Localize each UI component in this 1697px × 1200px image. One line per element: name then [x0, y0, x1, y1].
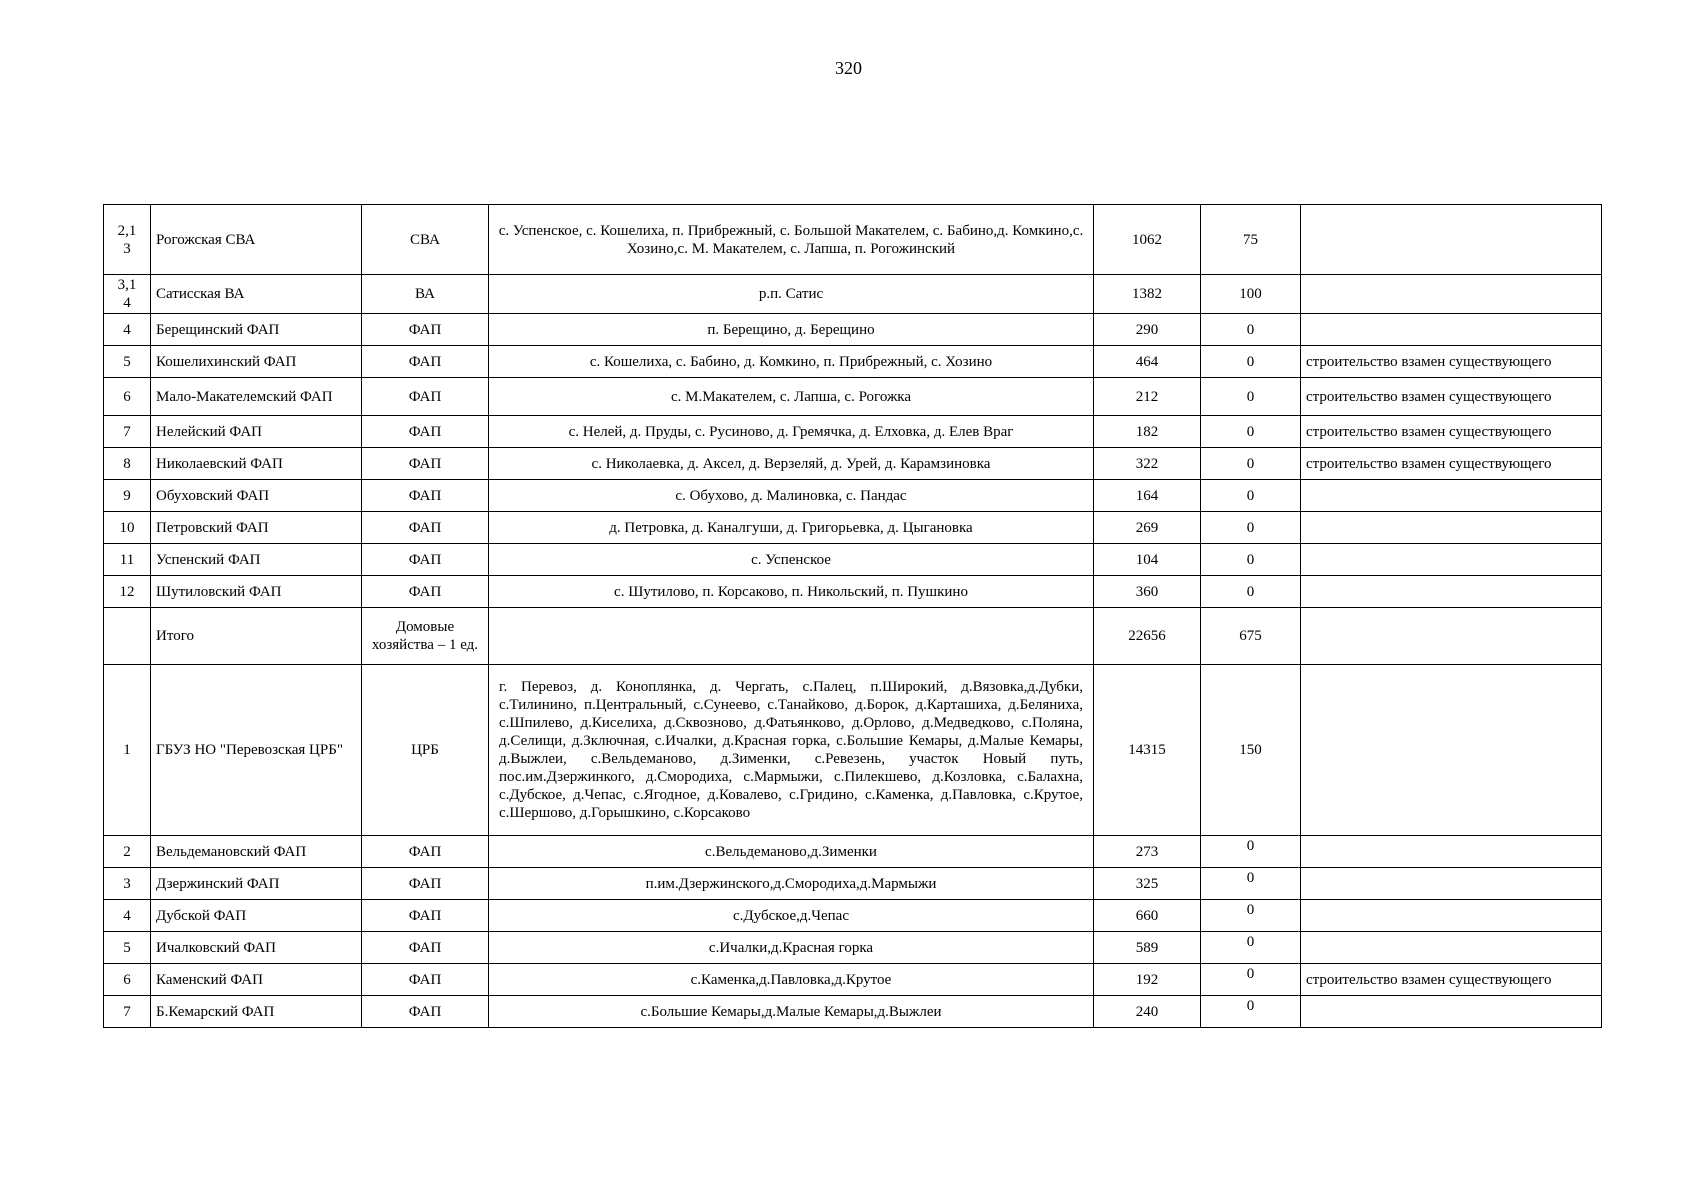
- facility-name: Успенский ФАП: [151, 544, 362, 576]
- table-row: [104, 205, 1602, 275]
- served-locations: с. Шутилово, п. Корсаково, п. Никольский, п. Пушкино: [489, 576, 1094, 608]
- table-row: [104, 868, 1602, 900]
- table-row: [104, 996, 1602, 1028]
- row-number: 3: [104, 868, 151, 900]
- row-number: 5: [104, 932, 151, 964]
- facility-type: ФАП: [362, 346, 489, 378]
- served-locations: с. Нелей, д. Пруды, с. Русиново, д. Гремячка, д. Елховка, д. Елев Враг: [489, 416, 1094, 448]
- row-number: 6: [104, 378, 151, 416]
- count-value: 0: [1201, 480, 1301, 512]
- table-row: [104, 964, 1602, 996]
- facility-name: Рогожская СВА: [151, 205, 362, 275]
- count-value: 0: [1201, 900, 1301, 932]
- facility-type: ФАП: [362, 900, 489, 932]
- note: [1301, 836, 1602, 868]
- table-row: [104, 836, 1602, 868]
- facility-name: Ичалковский ФАП: [151, 932, 362, 964]
- note: [1301, 275, 1602, 314]
- served-locations: г. Перевоз, д. Коноплянка, д. Чергать, с.Палец, п.Широкий, д.Вязовка,д.Дубки, с.Тилинино, п.Центральный, с.Сунеево, с.Танайково, д.Борок, д.Карташиха, д.Беляниха, с.Шпилево, д.Киселиха, д.Сквозново, д.Фатьянково, д.Орлово, д.Медведково, с.Поляна, д.Селищи, д.Зключная, с.Ичалки, д.Красная горка, с.Большие Кемары, д.Малые Кемары, д.Выжлеи, с.Вельдеманово, д.Зименки, с.Ревезень, участок Новый путь, пос.им.Дзержинкого, д.Смородиха, с.Мармыжи, с.Пилекшево, д.Козловка, с.Балахна, с.Дубское, д.Чепас, с.Ягодное, д.Ковалево, с.Гридино, с.Каменка, д.Павловка, с.Крутое, с.Шершово, д.Горышкино, с.Корсаково: [489, 665, 1094, 836]
- facility-name: Каменский ФАП: [151, 964, 362, 996]
- served-locations: с. Обухово, д. Малиновка, с. Пандас: [489, 480, 1094, 512]
- facility-type: ВА: [362, 275, 489, 314]
- served-locations: с. Успенское, с. Кошелиха, п. Прибрежный, с. Большой Макателем, с. Бабино,д. Комкино,с. Хозино,с. М. Макателем, с. Лапша, п. Рогожинский: [489, 205, 1094, 275]
- row-number: 3,1 4: [104, 275, 151, 314]
- note: [1301, 932, 1602, 964]
- count-value: 0: [1201, 512, 1301, 544]
- note: [1301, 544, 1602, 576]
- count-value: 0: [1201, 416, 1301, 448]
- count-value: 675: [1201, 608, 1301, 665]
- note: строительство взамен существующего: [1301, 964, 1602, 996]
- row-number: [104, 608, 151, 665]
- row-number: 12: [104, 576, 151, 608]
- population-value: 660: [1094, 900, 1201, 932]
- facility-type: ФАП: [362, 868, 489, 900]
- facility-type: ФАП: [362, 996, 489, 1028]
- population-value: 325: [1094, 868, 1201, 900]
- table-row: [104, 314, 1602, 346]
- note: [1301, 665, 1602, 836]
- served-locations: п. Берещино, д. Берещино: [489, 314, 1094, 346]
- facility-name: Сатисская ВА: [151, 275, 362, 314]
- count-value: 0: [1201, 448, 1301, 480]
- facility-type: ФАП: [362, 448, 489, 480]
- row-number: 8: [104, 448, 151, 480]
- served-locations: с. Николаевка, д. Аксел, д. Верзеляй, д. Урей, д. Карамзиновка: [489, 448, 1094, 480]
- note: [1301, 512, 1602, 544]
- facility-name: Берещинский ФАП: [151, 314, 362, 346]
- facility-type: СВА: [362, 205, 489, 275]
- row-number: 4: [104, 314, 151, 346]
- table-row: [104, 378, 1602, 416]
- note: строительство взамен существующего: [1301, 378, 1602, 416]
- count-value: 0: [1201, 378, 1301, 416]
- served-locations: с. Успенское: [489, 544, 1094, 576]
- count-value: 0: [1201, 346, 1301, 378]
- note: [1301, 900, 1602, 932]
- note: [1301, 576, 1602, 608]
- facility-name: Шутиловский ФАП: [151, 576, 362, 608]
- table-row: [104, 448, 1602, 480]
- note: [1301, 480, 1602, 512]
- facility-type: ФАП: [362, 544, 489, 576]
- table-row: [104, 346, 1602, 378]
- count-value: 0: [1201, 836, 1301, 868]
- facility-name: Дзержинский ФАП: [151, 868, 362, 900]
- facility-type: ФАП: [362, 378, 489, 416]
- population-value: 290: [1094, 314, 1201, 346]
- served-locations: д. Петровка, д. Каналгуши, д. Григорьевка, д. Цыгановка: [489, 512, 1094, 544]
- facility-name: Николаевский ФАП: [151, 448, 362, 480]
- medical-facilities-table: [103, 204, 1602, 1028]
- facility-type: Домовые хозяйства – 1 ед.: [362, 608, 489, 665]
- facility-name: Обуховский ФАП: [151, 480, 362, 512]
- count-value: 0: [1201, 544, 1301, 576]
- facility-name: Нелейский ФАП: [151, 416, 362, 448]
- count-value: 0: [1201, 964, 1301, 996]
- row-number: 4: [104, 900, 151, 932]
- row-number: 9: [104, 480, 151, 512]
- served-locations: с.Большие Кемары,д.Малые Кемары,д.Выжлеи: [489, 996, 1094, 1028]
- count-value: 100: [1201, 275, 1301, 314]
- population-value: 273: [1094, 836, 1201, 868]
- served-locations: с.Вельдеманово,д.Зименки: [489, 836, 1094, 868]
- table-row: [104, 544, 1602, 576]
- population-value: 104: [1094, 544, 1201, 576]
- note: [1301, 314, 1602, 346]
- table-row: [104, 275, 1602, 314]
- page-number: 320: [835, 58, 862, 78]
- population-value: 322: [1094, 448, 1201, 480]
- facility-type: ФАП: [362, 314, 489, 346]
- count-value: 0: [1201, 996, 1301, 1028]
- note: [1301, 608, 1602, 665]
- facility-type: ЦРБ: [362, 665, 489, 836]
- note: строительство взамен существующего: [1301, 416, 1602, 448]
- table-row: [104, 576, 1602, 608]
- count-value: 0: [1201, 932, 1301, 964]
- served-locations: с. Кошелиха, с. Бабино, д. Комкино, п. Прибрежный, с. Хозино: [489, 346, 1094, 378]
- facility-name: Вельдемановский ФАП: [151, 836, 362, 868]
- served-locations: п.им.Дзержинского,д.Смородиха,д.Мармыжи: [489, 868, 1094, 900]
- table-row-total: [104, 608, 1602, 665]
- facility-type: ФАП: [362, 836, 489, 868]
- population-value: 269: [1094, 512, 1201, 544]
- facility-name: Б.Кемарский ФАП: [151, 996, 362, 1028]
- row-number: 11: [104, 544, 151, 576]
- count-value: 150: [1201, 665, 1301, 836]
- facility-name: Кошелихинский ФАП: [151, 346, 362, 378]
- table-row: [104, 665, 1602, 836]
- facility-name: Петровский ФАП: [151, 512, 362, 544]
- served-locations: с. М.Макателем, с. Лапша, с. Рогожка: [489, 378, 1094, 416]
- population-value: 240: [1094, 996, 1201, 1028]
- population-value: 182: [1094, 416, 1201, 448]
- facility-type: ФАП: [362, 932, 489, 964]
- table-row: [104, 416, 1602, 448]
- row-number: 10: [104, 512, 151, 544]
- population-value: 464: [1094, 346, 1201, 378]
- population-value: 1382: [1094, 275, 1201, 314]
- row-number: 7: [104, 416, 151, 448]
- population-value: 22656: [1094, 608, 1201, 665]
- facility-type: ФАП: [362, 964, 489, 996]
- population-value: 360: [1094, 576, 1201, 608]
- row-number: 2: [104, 836, 151, 868]
- population-value: 164: [1094, 480, 1201, 512]
- served-locations: р.п. Сатис: [489, 275, 1094, 314]
- count-value: 0: [1201, 576, 1301, 608]
- count-value: 0: [1201, 314, 1301, 346]
- note: строительство взамен существующего: [1301, 448, 1602, 480]
- note: [1301, 996, 1602, 1028]
- table-row: [104, 512, 1602, 544]
- facility-type: ФАП: [362, 512, 489, 544]
- facility-type: ФАП: [362, 416, 489, 448]
- note: [1301, 205, 1602, 275]
- served-locations: [489, 608, 1094, 665]
- row-number: 5: [104, 346, 151, 378]
- served-locations: с.Каменка,д.Павловка,д.Крутое: [489, 964, 1094, 996]
- facility-name: Мало-Макателемский ФАП: [151, 378, 362, 416]
- note: [1301, 868, 1602, 900]
- table-row: [104, 900, 1602, 932]
- count-value: 75: [1201, 205, 1301, 275]
- table-row: [104, 480, 1602, 512]
- served-locations: с.Дубское,д.Чепас: [489, 900, 1094, 932]
- facility-type: ФАП: [362, 576, 489, 608]
- row-number: 2,1 3: [104, 205, 151, 275]
- row-number: 1: [104, 665, 151, 836]
- population-value: 192: [1094, 964, 1201, 996]
- population-value: 14315: [1094, 665, 1201, 836]
- row-number: 6: [104, 964, 151, 996]
- note: строительство взамен существующего: [1301, 346, 1602, 378]
- served-locations: с.Ичалки,д.Красная горка: [489, 932, 1094, 964]
- facility-name: ГБУЗ НО "Перевозская ЦРБ": [151, 665, 362, 836]
- population-value: 212: [1094, 378, 1201, 416]
- count-value: 0: [1201, 868, 1301, 900]
- facility-name: Итого: [151, 608, 362, 665]
- row-number: 7: [104, 996, 151, 1028]
- facility-type: ФАП: [362, 480, 489, 512]
- population-value: 589: [1094, 932, 1201, 964]
- table-row: [104, 932, 1602, 964]
- population-value: 1062: [1094, 205, 1201, 275]
- facility-name: Дубской ФАП: [151, 900, 362, 932]
